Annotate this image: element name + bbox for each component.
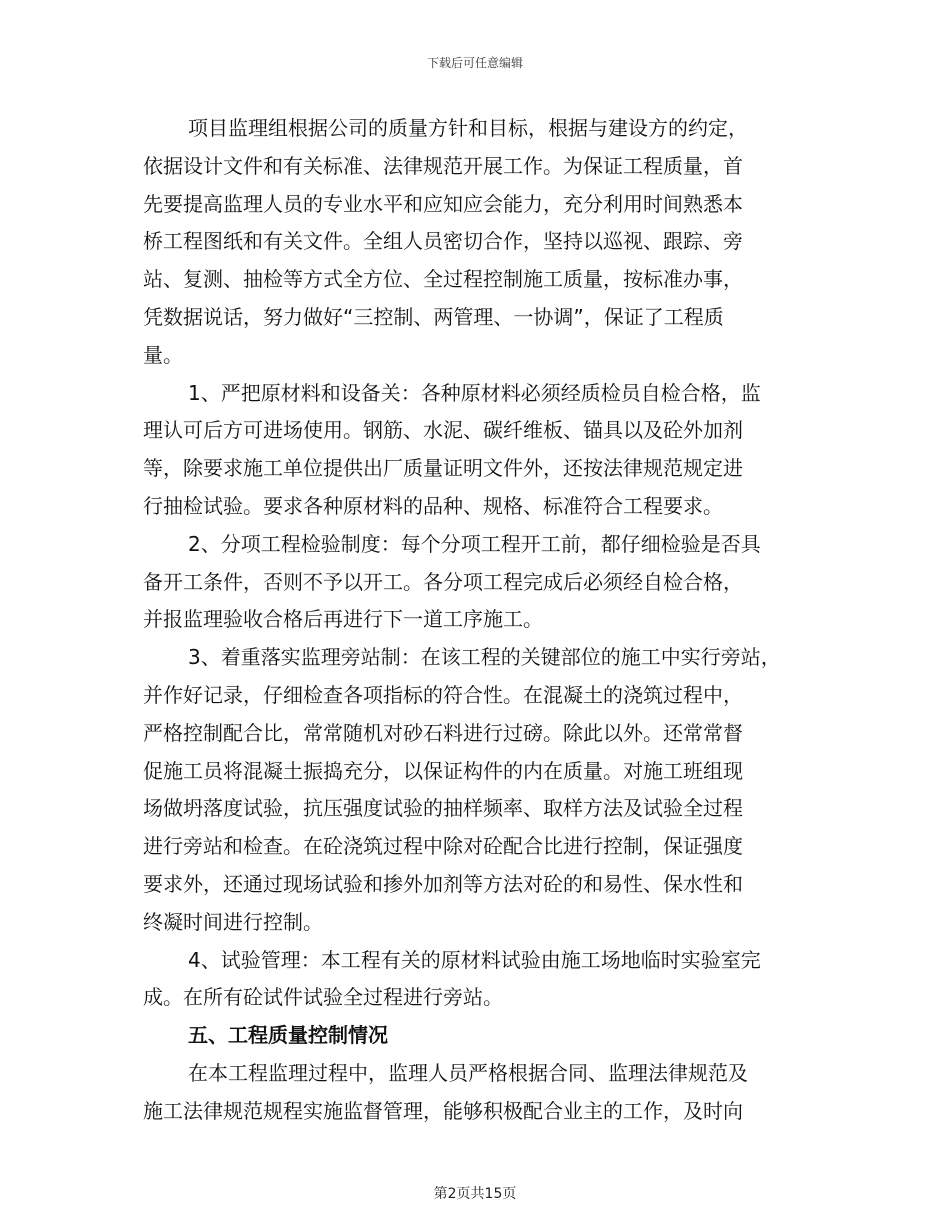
text-line: 要求外，还通过现场试验和掺外加剂等方法对砼的和易性、保水性和 [143, 872, 743, 896]
page-header: 下载后可任意编辑 [426, 56, 523, 70]
text-line: 先要提高监理人员的专业水平和应知应会能力，充分利用时间熟悉本 [143, 192, 743, 216]
text-line: 量。 [143, 343, 183, 367]
section-heading: 五、工程质量控制情况 [188, 1023, 388, 1047]
text-line: 2、分项工程检验制度：每个分项工程开工前，都仔细检验是否具 [188, 532, 761, 556]
text-line: 桥工程图纸和有关文件。全组人员密切合作，坚持以巡视、跟踪、旁 [143, 229, 743, 253]
page-number: 第2页共15页 [433, 1186, 517, 1202]
text-line: 严格控制配合比，常常随机对砂石料进行过磅。除此以外。还常常督 [143, 721, 743, 745]
text-line: 场做坍落度试验，抗压强度试验的抽样频率、取样方法及试验全过程 [143, 796, 743, 820]
text-line: 等，除要求施工单位提供出厂质量证明文件外，还按法律规范规定进 [143, 456, 743, 480]
text-line: 并作好记录，仔细检查各项指标的符合性。在混凝土的浇筑过程中， [143, 683, 743, 707]
text-line: 备开工条件，否则不予以开工。各分项工程完成后必须经自检合格， [143, 570, 743, 594]
text-line: 理认可后方可进场使用。钢筋、水泥、碳纤维板、锚具以及砼外加剂 [143, 418, 743, 442]
text-line: 3、着重落实监理旁站制：在该工程的关键部位的施工中实行旁站， [188, 645, 781, 669]
text-line: 凭数据说话，努力做好“三控制、两管理、一协调”，保证了工程质 [143, 305, 724, 329]
text-line: 在本工程监理过程中，监理人员严格根据合同、监理法律规范及 [188, 1061, 748, 1085]
text-line: 依据设计文件和有关标准、法律规范开展工作。为保证工程质量，首 [143, 154, 743, 178]
text-line: 并报监理验收合格后再进行下一道工序施工。 [143, 607, 543, 631]
text-line: 1、严把原材料和设备关：各种原材料必须经质检员自检合格，监 [188, 381, 761, 405]
text-line: 站、复测、抽检等方式全方位、全过程控制施工质量，按标准办事， [143, 267, 743, 291]
text-line: 进行旁站和检查。在砼浇筑过程中除对砼配合比进行控制，保证强度 [143, 834, 743, 858]
text-line: 行抽检试验。要求各种原材料的品种、规格、标准符合工程要求。 [143, 494, 723, 518]
text-line: 促施工员将混凝土振捣充分，以保证构件的内在质量。对施工班组现 [143, 759, 743, 783]
text-line: 成。在所有砼试件试验全过程进行旁站。 [143, 985, 503, 1009]
text-line: 终凝时间进行控制。 [143, 910, 323, 934]
text-line: 项目监理组根据公司的质量方针和目标，根据与建设方的约定， [188, 116, 748, 140]
text-line: 施工法律规范规程实施监督管理，能够积极配合业主的工作，及时向 [143, 1099, 743, 1123]
text-line: 4、试验管理：本工程有关的原材料试验由施工场地临时实验室完 [188, 948, 761, 972]
